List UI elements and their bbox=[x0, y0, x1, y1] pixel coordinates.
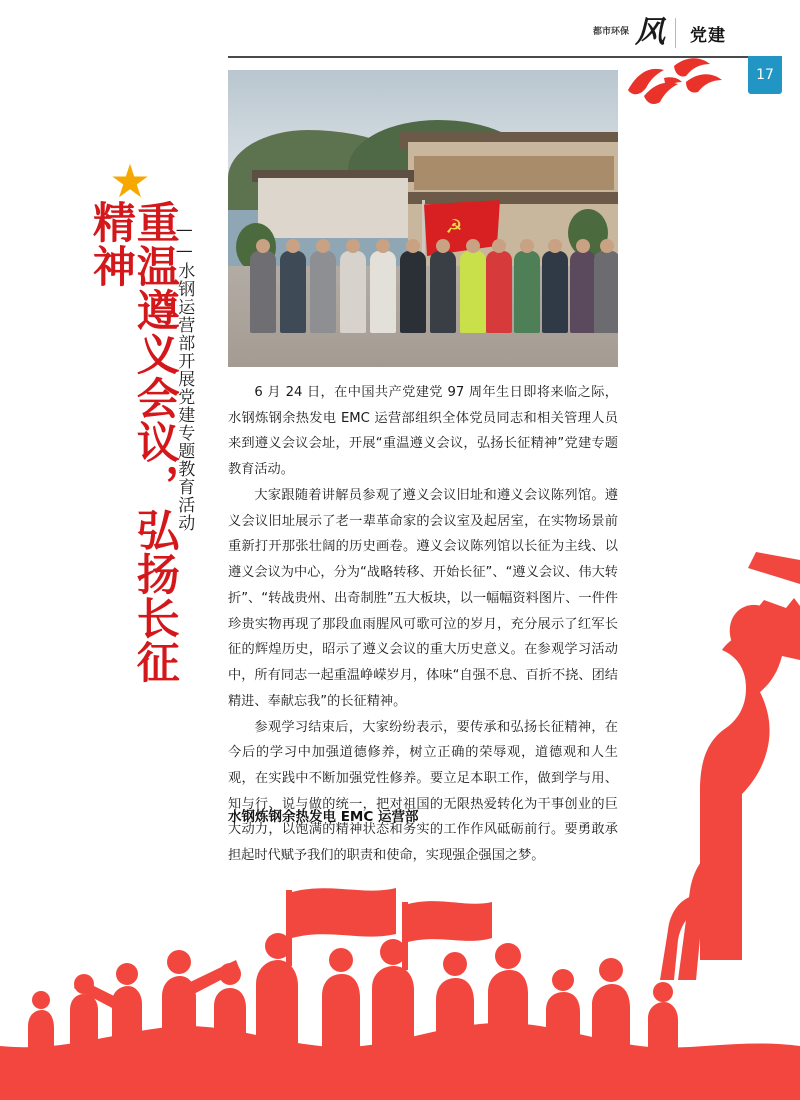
title-block bbox=[78, 156, 228, 720]
article-body bbox=[228, 380, 618, 869]
group-photo bbox=[228, 70, 618, 367]
doves-icon bbox=[620, 52, 730, 112]
magazine-name-cn: 都市环保 bbox=[592, 27, 629, 38]
section-label: 党建 bbox=[690, 25, 726, 46]
page-subtitle: ——水钢运营部开展党建专题教育活动 bbox=[174, 220, 195, 532]
page-title: 重温遵义会议，弘扬长征精神 bbox=[85, 200, 180, 684]
article-signature: 水钢炼钢余热发电 EMC 运营部 bbox=[228, 809, 419, 825]
star-icon: ★ bbox=[109, 156, 151, 207]
page-number: 17 bbox=[748, 56, 782, 94]
article-paragraph: 大家跟随着讲解员参观了遵义会议旧址和遵义会议陈列馆。遵义会议旧址展示了老一辈革命家的会议室及起居室，在实物场景前重新打开那张壮阔的历史画卷。遵义会议陈列馆以长征为主线、以遵义会议为中心，分为“战略转移、开始长征”、“遵义会议、伟大转折”、“转战贵州、出奇制胜”五大板块，以一幅幅资料图片、一件件珍贵实物再现了那段血雨腥风可歌可泣的岁月，充分展示了红军长征的辉煌历史，昭示了遵义会议的重大历史意义。在参观学习活动中，所有同志一起重温峥嵘岁月，体味“自强不息、百折不挠、团结精进、奉献忘我”的长征精神。 bbox=[228, 487, 618, 709]
masthead-divider bbox=[675, 18, 676, 48]
article-paragraph: 参观学习结束后，大家纷纷表示，要传承和弘扬长征精神，在今后的学习中加强道德修养，树立正确的荣辱观，道德观和人生观，在实践中不断加强党性修养。要立足本职工作，做到学与用、知与行、说与做的统一，把对祖国的无限热爱转化为干事创业的巨大动力，以饱满的精神状态和务实的工作作风砥砺前行。要勇敢承担起时代赋予我们的职责和使命，实现强企强国之梦。 bbox=[228, 719, 618, 864]
article-paragraph: 6 月 24 日，在中国共产党建党 97 周年生日即将来临之际，水钢炼钢余热发电 EMC 运营部组织全体党员同志和相关管理人员来到遵义会议会址，开展“重温遵义会议，弘扬长征精神”党建专题教育活动。 bbox=[228, 385, 618, 478]
photo-people-row bbox=[228, 70, 618, 367]
masthead bbox=[585, 15, 726, 50]
bottom-red-band bbox=[0, 1054, 800, 1100]
photo-flag-emblem: ☭ bbox=[445, 217, 463, 238]
header-rule bbox=[228, 56, 772, 58]
magazine-logo: 风 bbox=[635, 15, 665, 50]
